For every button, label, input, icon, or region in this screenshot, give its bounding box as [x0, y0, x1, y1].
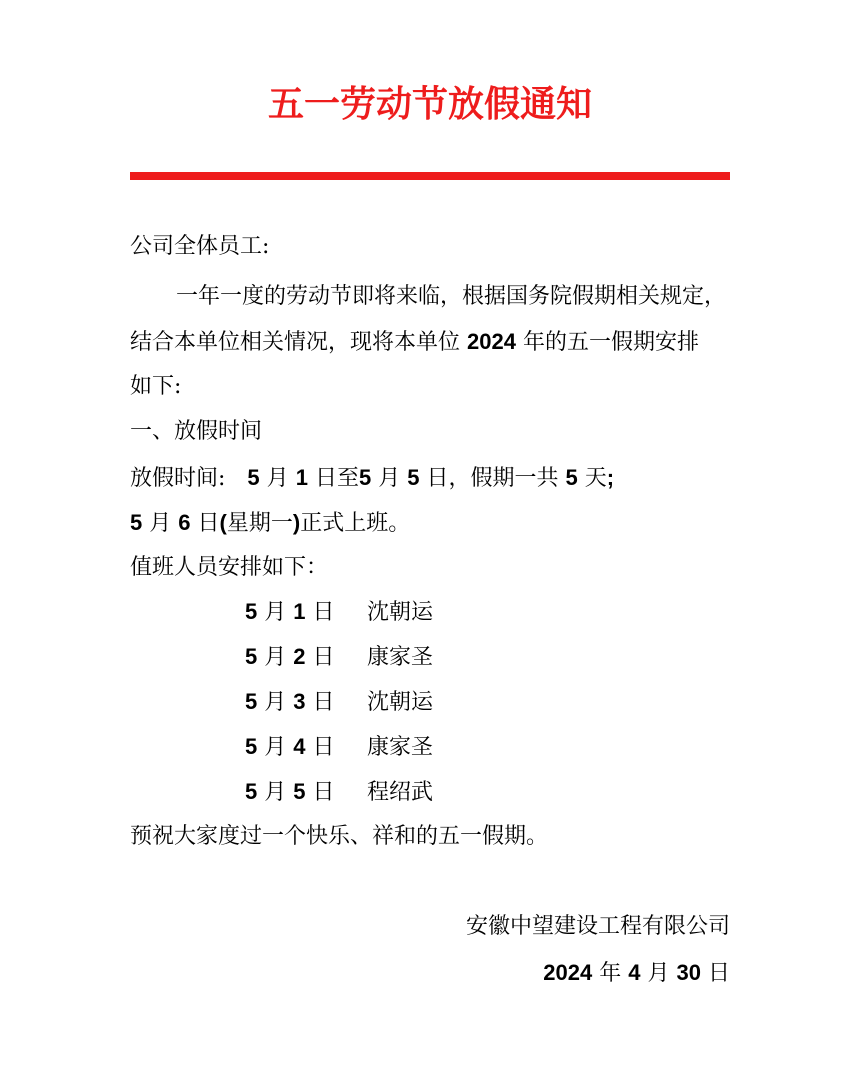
- month-unit: 月: [149, 511, 172, 536]
- day-unit: 天: [584, 466, 607, 491]
- duty-person: 沈朝运: [367, 690, 434, 715]
- duty-month: 5: [245, 599, 258, 624]
- notice-title: 五一劳动节放假通知: [267, 83, 592, 125]
- return-to-work-line: [130, 508, 410, 539]
- day-unit: 日: [197, 511, 220, 536]
- holiday-label: 放假时间:: [130, 466, 226, 491]
- duty-day: 5: [293, 779, 306, 804]
- paragraph-line-2-text-a: 结合本单位相关情况，现将本单位: [130, 330, 467, 355]
- day-unit: 日: [312, 780, 335, 805]
- notice-date: [543, 958, 730, 989]
- company-signature: 安徽中望建设工程有限公司: [465, 914, 730, 939]
- return-to-work-text: 正式上班。: [300, 511, 411, 536]
- duty-row: [245, 732, 433, 763]
- end-month: 5: [358, 465, 372, 490]
- month-unit: 月: [264, 645, 287, 670]
- month-unit: 月: [264, 690, 287, 715]
- day-unit: 日: [312, 735, 335, 760]
- start-day: 1: [295, 465, 308, 490]
- duty-day: 2: [293, 644, 306, 669]
- close-paren: ): [292, 510, 301, 535]
- duty-person: 沈朝运: [367, 600, 434, 625]
- holiday-period-line: [130, 463, 614, 494]
- duty-date: [245, 642, 367, 673]
- date-month: 4: [628, 960, 641, 985]
- duty-person: 康家圣: [367, 735, 434, 760]
- month-unit: 月: [264, 780, 287, 805]
- paragraph-line-1: 一年一度的劳动节即将来临，根据国务院假期相关规定，: [176, 284, 727, 309]
- open-paren: (: [219, 510, 227, 535]
- salutation: 公司全体员工:: [130, 234, 270, 259]
- duty-month: 5: [245, 779, 258, 804]
- paragraph-line-3: 如下:: [130, 374, 182, 399]
- return-day: 6: [178, 510, 191, 535]
- duty-day: 1: [293, 599, 306, 624]
- duty-date: [245, 597, 367, 628]
- date-year: 2024: [543, 960, 593, 985]
- title-divider: [130, 172, 730, 180]
- month-unit: 月: [264, 735, 287, 760]
- return-month: 5: [130, 510, 143, 535]
- month-unit: 月: [264, 600, 287, 625]
- year-number: 2024: [467, 329, 516, 354]
- duty-row: [245, 642, 433, 673]
- month-unit: 月: [647, 961, 670, 986]
- closing-remark: 预祝大家度过一个快乐、祥和的五一假期。: [130, 824, 549, 849]
- duty-month: 5: [245, 644, 258, 669]
- weekday: 星期一: [226, 511, 293, 536]
- duty-person: 康家圣: [367, 645, 434, 670]
- day-unit: 日: [312, 600, 335, 625]
- day-unit: 日: [312, 645, 335, 670]
- duty-row: [245, 777, 433, 808]
- duty-date: [245, 687, 367, 718]
- total-days-text: 日，假期一共: [426, 466, 559, 491]
- duty-date: [245, 732, 367, 763]
- total-days: 5: [565, 465, 578, 490]
- date-range-text: 日至: [314, 466, 359, 491]
- date-day: 30: [676, 960, 701, 985]
- paragraph-line-2-text-b: 年的五一假期安排: [515, 330, 699, 355]
- duty-person: 程绍武: [367, 780, 434, 805]
- month-unit: 月: [378, 466, 401, 491]
- semicolon: ;: [606, 465, 615, 490]
- day-unit: 日: [707, 961, 730, 986]
- section-heading: 一、放假时间: [130, 419, 263, 444]
- start-month: 5: [247, 465, 260, 490]
- duty-date: [245, 777, 367, 808]
- year-unit: 年: [599, 961, 622, 986]
- duty-month: 5: [245, 734, 258, 759]
- day-unit: 日: [312, 690, 335, 715]
- end-day: 5: [407, 465, 420, 490]
- duty-row: [245, 597, 433, 628]
- duty-day: 4: [293, 734, 306, 759]
- duty-row: [245, 687, 433, 718]
- paragraph-line-2: [130, 327, 699, 358]
- duty-day: 3: [293, 689, 306, 714]
- duty-intro: 值班人员安排如下：: [130, 555, 329, 580]
- duty-month: 5: [245, 689, 258, 714]
- month-unit: 月: [266, 466, 289, 491]
